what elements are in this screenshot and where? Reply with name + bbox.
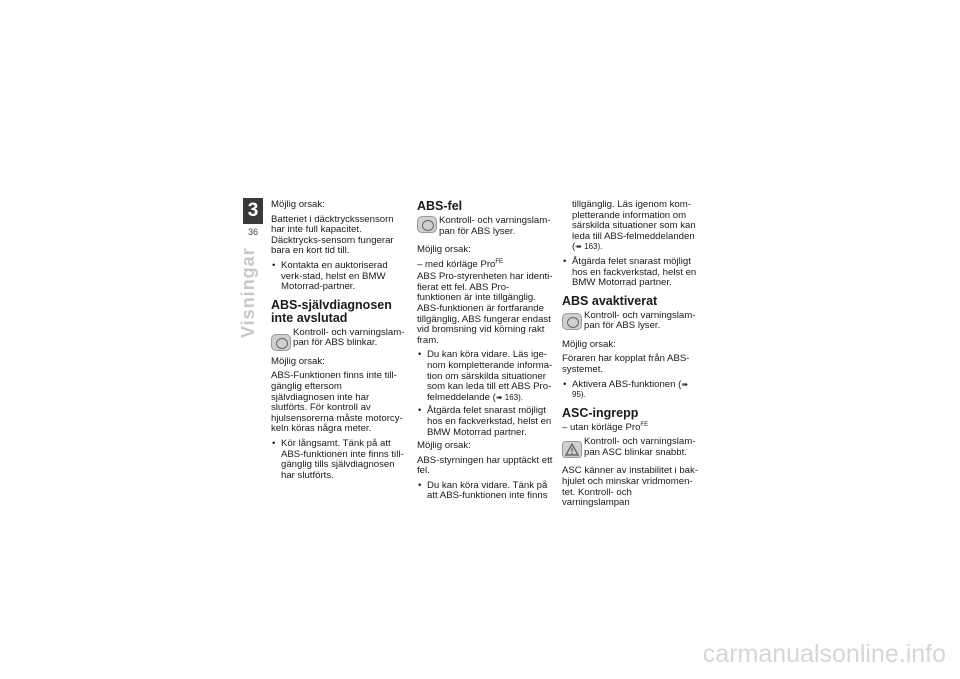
condition-label: – med körläge Pro — [417, 258, 496, 270]
bullet-item — [562, 380, 698, 401]
page-reference: ➠ 163). — [495, 392, 523, 402]
warning-text: Kontroll- och varningslam-pan ASC blinkar snabbt. — [584, 436, 696, 458]
paragraph: Möjlig orsak: — [417, 244, 471, 255]
paragraph: ABS Pro-styrenheten har identi-fierat ett fel. ABS Pro-funktionen är inte tillgänglig. ABS-funktionen är fortfarande tillgänglig. ABS fungerar endast vid bromsning vid körning rakt fram. — [417, 271, 553, 346]
bullet-item: • Kör långsamt. Tänk på att ABS-funktionen inte finns till-gänglig tills självdiagnosen har slutförts. — [271, 439, 407, 481]
paragraph: ASC känner av instabilitet i bak-hjulet och minskar vridmomen-tet. Kontroll- och varningslampan — [562, 465, 698, 509]
chapter-tab — [243, 198, 263, 237]
warning-text: Kontroll- och varningslam-pan för ABS blinkar. — [293, 326, 405, 349]
page-number: 36 — [247, 227, 258, 237]
superscript: FE — [640, 421, 649, 428]
bullet-item: • Kontakta en auktoriserad verk-stad, helst en BMW Motorrad-partner. — [271, 261, 407, 293]
section-heading: ASC-ingrepp — [562, 405, 639, 420]
section-heading: ABS-självdiagnosen inte avslutad — [271, 297, 392, 325]
bullet-text: Du kan köra vidare. Läs ige-nom kompletterande informa-tion om särskilda situationer som kan leda till ett ABS Pro-felmeddelande ( — [427, 349, 553, 403]
warning-text: Kontroll- och varningslam-pan för ABS lyser. — [439, 215, 551, 237]
riding-mode-condition — [417, 260, 553, 271]
paragraph: Möjlig orsak: — [271, 355, 325, 367]
paragraph: Föraren har kopplat från ABS-systemet. — [562, 353, 690, 375]
riding-mode-condition — [562, 423, 698, 434]
warning-light-row — [562, 437, 698, 461]
paragraph: Möjlig orsak: — [562, 338, 616, 350]
bullet-item — [417, 350, 553, 403]
paragraph: Batteriet i däcktryckssensorn har inte full kapacitet. Däcktrycks-sensorn fungerar bara en kort tid till. — [271, 213, 394, 257]
warning-light-row — [562, 311, 698, 335]
paragraph: Möjlig orsak: — [271, 199, 325, 210]
chapter-number: 3 — [243, 198, 263, 224]
warning-light-row — [417, 216, 553, 240]
watermark: carmanualsonline.info — [702, 640, 946, 668]
page-reference: ➠ 95). — [572, 379, 689, 400]
page-reference: ➠ 163). — [575, 242, 603, 252]
paragraph: Möjlig orsak: — [417, 440, 471, 452]
warning-text: Kontroll- och varningslam-pan för ABS lyser. — [584, 309, 696, 332]
bullet-item: • Du kan köra vidare. Tänk på att ABS-funktionen inte finns — [417, 481, 553, 502]
column-3 — [562, 200, 698, 513]
section-heading: ABS avaktiverat — [562, 293, 658, 308]
section-heading: ABS-fel — [417, 199, 463, 213]
warning-light-row — [271, 328, 407, 352]
column-1 — [271, 200, 407, 484]
column-2 — [417, 200, 553, 505]
bullet-item: • Åtgärda felet snarast möjligt hos en fackverkstad, helst en BMW Motorrad partner. — [417, 406, 553, 438]
bullet-item: • Åtgärda felet snarast möjligt hos en fackverkstad, helst en BMW Motorrad partner. — [562, 257, 698, 289]
bullet-text: Aktivera ABS-funktionen ( — [572, 378, 682, 390]
abs-warning-icon — [271, 334, 291, 351]
paragraph-continued — [562, 200, 698, 253]
condition-label: – utan körläge Pro — [562, 421, 641, 433]
paragraph: ABS-Funktionen finns inte till-gänglig eftersom självdiagnosen inte har slutförts. För kontroll av hjulsensorerna måste motorcy-keln köras några meter. — [271, 370, 403, 435]
abs-warning-icon — [562, 313, 582, 330]
asc-warning-triangle-icon — [562, 441, 582, 458]
paragraph-text: tillgänglig. Läs igenom kom-pletterande information om särskilda situationer som kan leda till ABS-felmeddelanden ( — [572, 199, 696, 253]
abs-warning-icon — [417, 216, 437, 233]
paragraph: ABS-styrningen har upptäckt ett fel. — [417, 454, 553, 477]
chapter-title: Visningar — [238, 247, 258, 338]
superscript: FE — [495, 258, 504, 265]
